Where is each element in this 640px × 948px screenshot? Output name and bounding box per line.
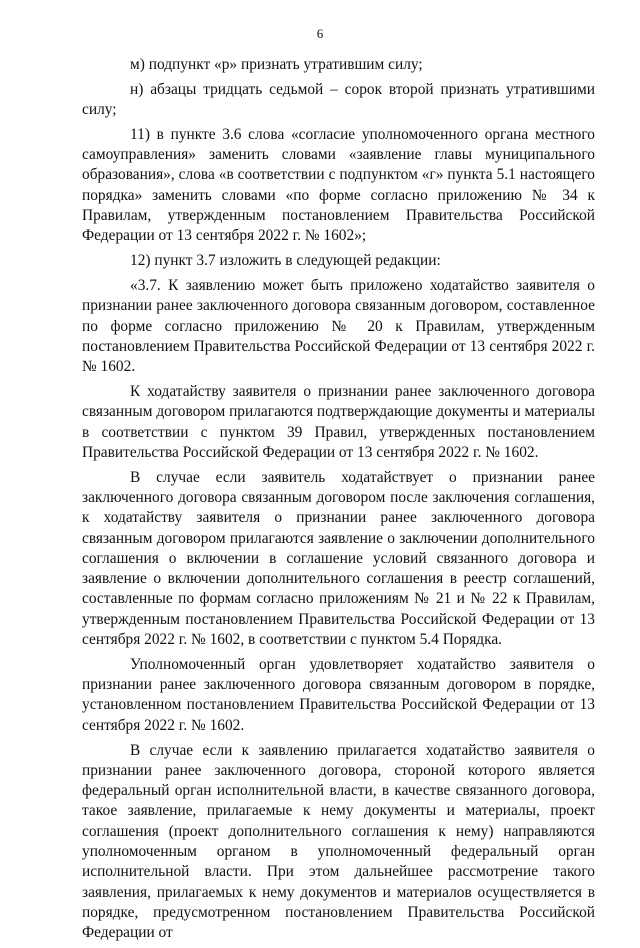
paragraph-n: н) абзацы тридцать седьмой – сорок второй признать утратившими силу; [82, 80, 595, 119]
paragraph-attachments: К ходатайству заявителя о признании ранее заключенного договора связанным договором прилагаются подтверждающие документы и материалы в соответствии с пунктом 39 Правил, утвержденных постановлением Правительства Российской Федерации от 13 сентября 2022 г. № 1602. [82, 382, 595, 461]
paragraph-11: 11) в пункте 3.6 слова «согласие уполномоченного органа местного самоуправления» заменить словами «заявление главы муниципального образования», слова «в соответствии с подпунктом «г» пункта 5.1 настоящего порядка» заменить словами «по форме согласно приложению № 34 к Правилам, утвержденным постановлением Правительства Российской Федерации от 13 сентября 2022 г. № 1602»; [82, 125, 595, 245]
paragraph-12: 12) пункт 3.7 изложить в следующей редакции: [130, 252, 441, 270]
document-body [82, 55, 595, 948]
paragraph-m: м) подпункт «р» признать утратившим силу; [130, 56, 423, 73]
paragraph-after-agreement: В случае если заявитель ходатайствует о признании ранее заключенного договора связанным договором после заключения соглашения, к ходатайству заявителя о признании ранее заключенного договора связанным договором прилагаются заявление о заключении дополнительного соглашения о включении в соглашение условий связанного договора и заявление о включении дополнительного соглашения в реестр соглашений, составленные по формам согласно приложениям № 21 и № 22 к Правилам, утвержденным постановлением Правительства Российской Федерации от 13 сентября 2022 г. № 1602, в соответствии с пунктом 5.4 Порядка. [82, 468, 595, 649]
page-number: 6 [316, 26, 324, 41]
paragraph-federal-body: В случае если к заявлению прилагается ходатайство заявителя о признании ранее заключенного договора, стороной которого является федеральный орган исполнительной власти, в качестве связанного договора, такое заявление, прилагаемые к нему документы и материалы, проект соглашения (проект дополнительного соглашения к нему) направляются уполномоченным органом в уполномоченный федеральный орган исполнительной власти. При этом дальнейшее рассмотрение такого заявления, прилагаемых к нему документов и материалов осуществляется в порядке, предусмотренном постановлением Правительства Российской Федерации от [82, 741, 595, 942]
paragraph-3-7: «3.7. К заявлению может быть приложено ходатайство заявителя о признании ранее заключенного договора связанным договором, составленное по форме согласно приложению № 20 к Правилам, утвержденным постановлением Правительства Российской Федерации от 13 сентября 2022 г. № 1602. [82, 276, 595, 376]
paragraph-satisfy: Уполномоченный орган удовлетворяет ходатайство заявителя о признании ранее заключенного договора связанным договором в порядке, установленном постановлением Правительства Российской Федерации от 13 сентября 2022 г. № 1602. [82, 655, 595, 734]
